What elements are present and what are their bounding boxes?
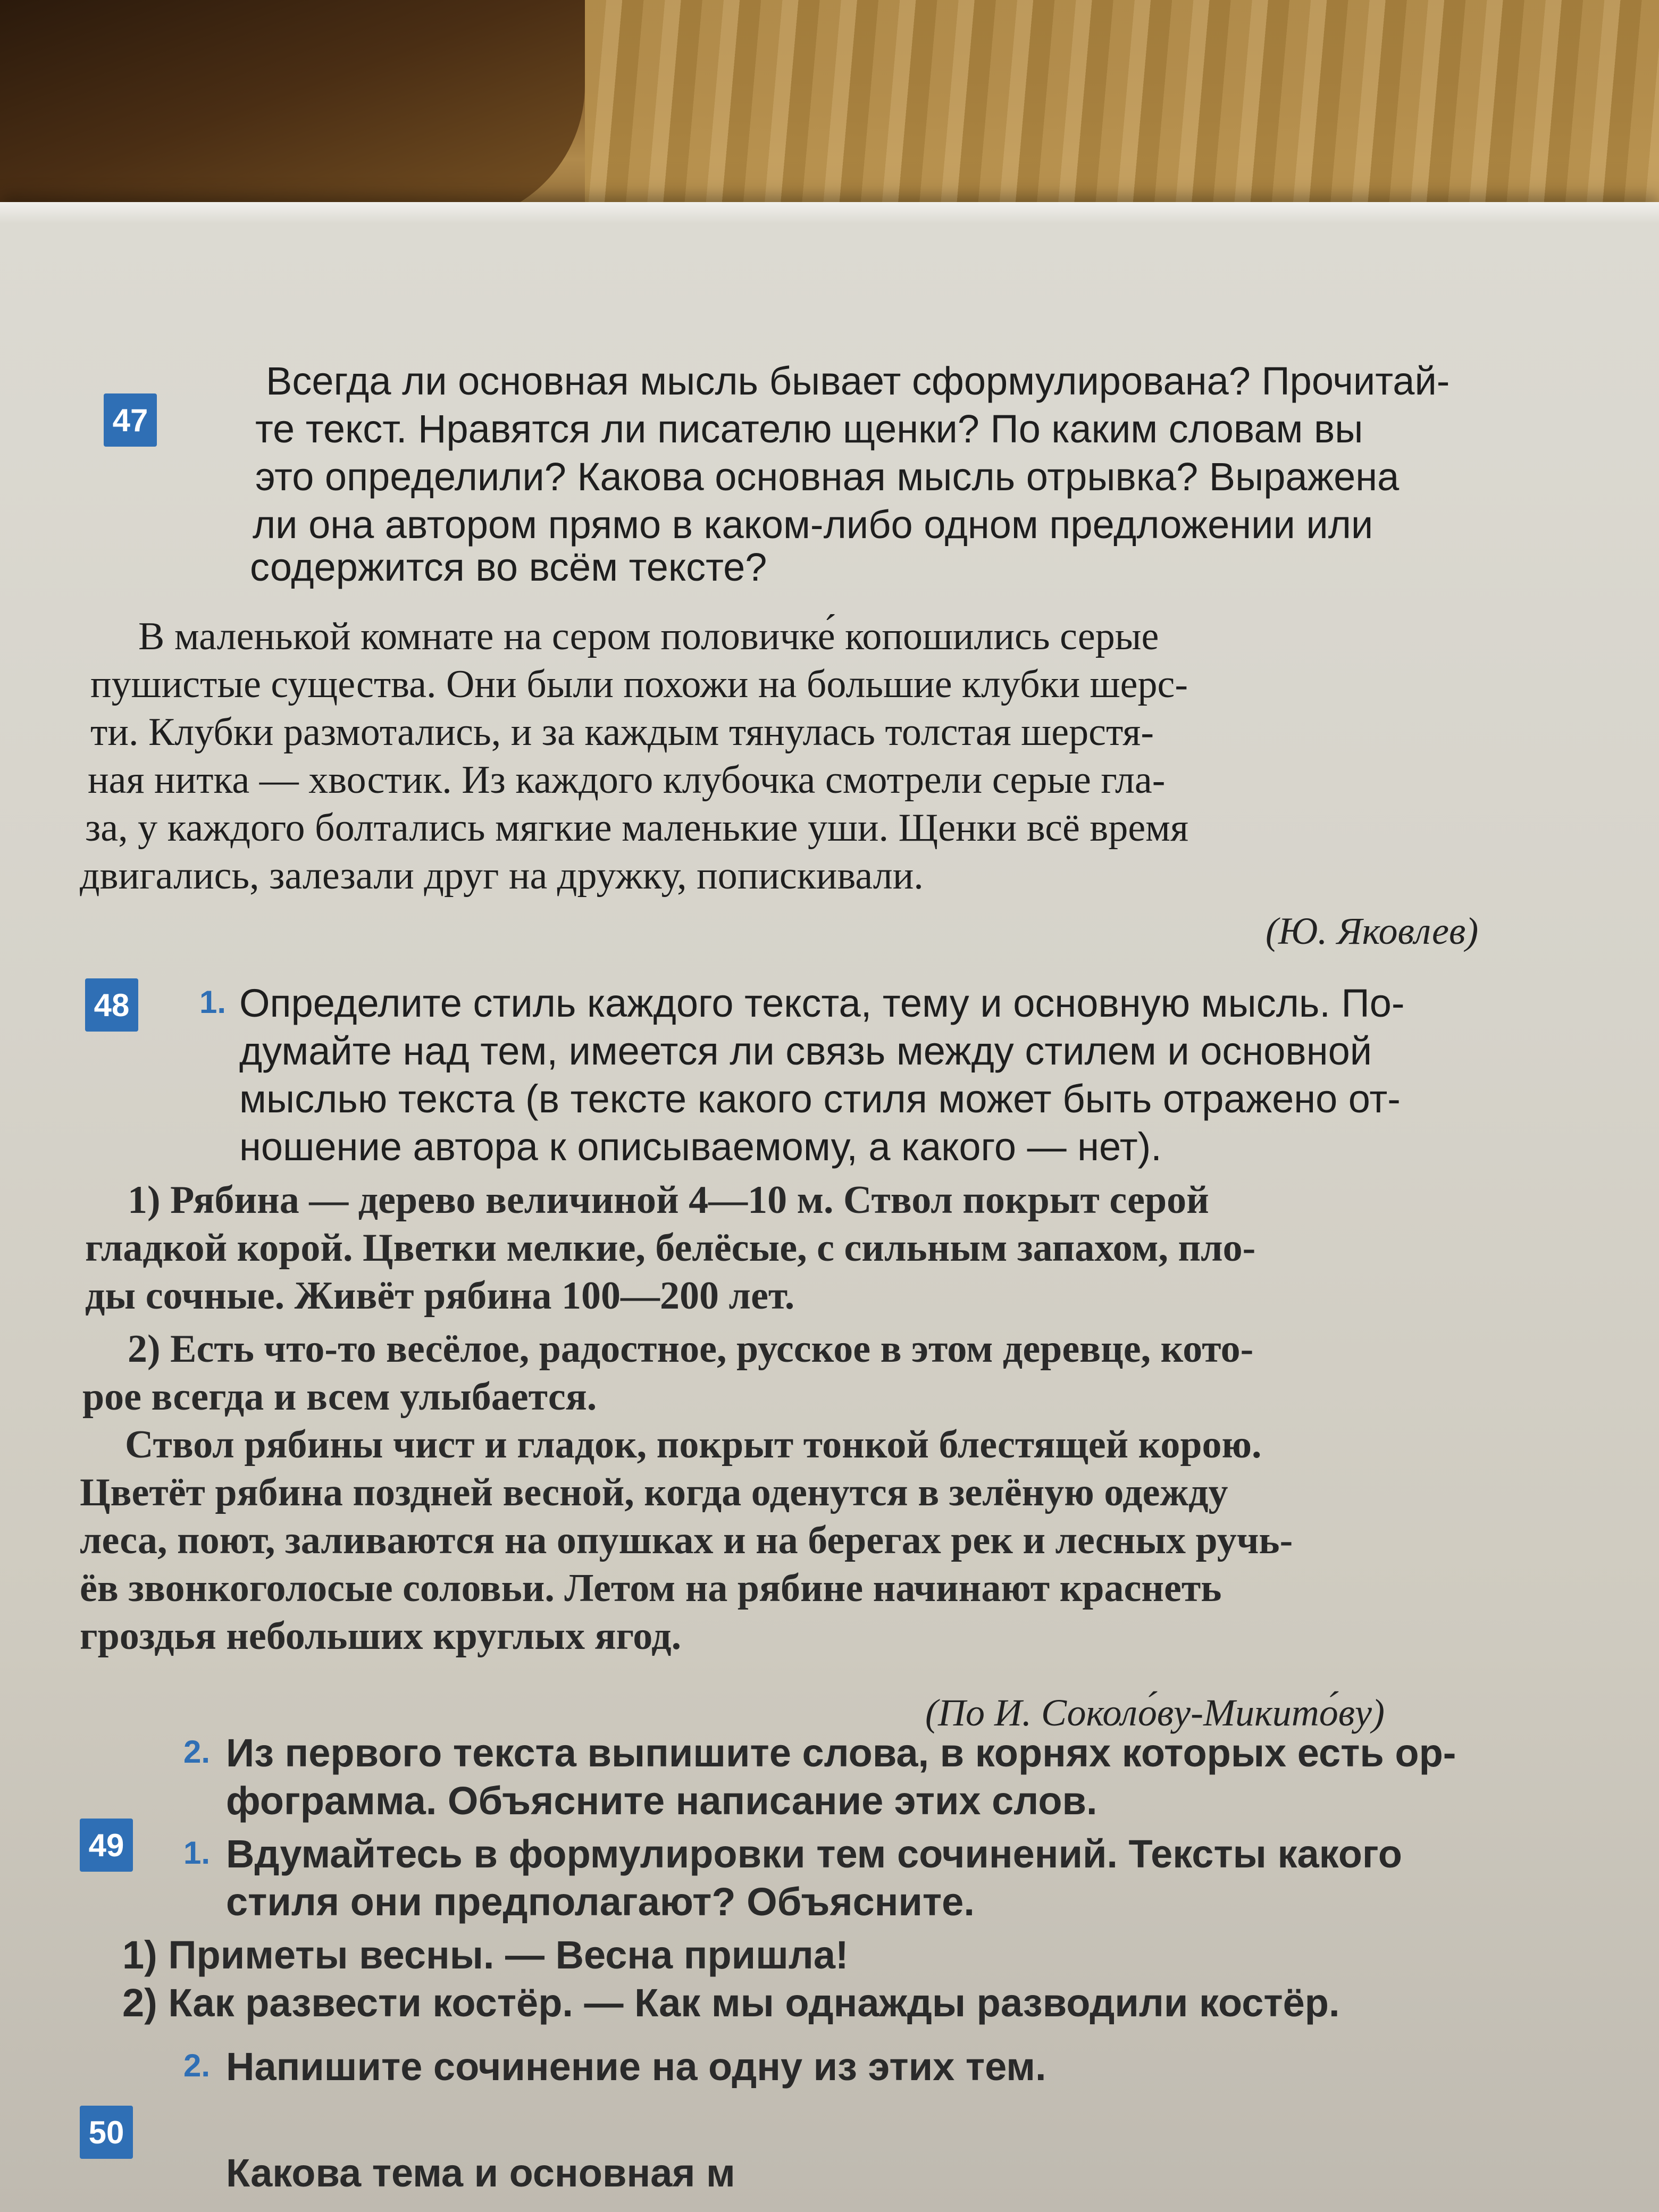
ex48-task2-number: 2. [183, 1734, 211, 1770]
ex47-attribution: (Ю. Яковлев) [1266, 910, 1479, 952]
ex47-intro-line: те текст. Нравятся ли писателю щенки? По каким словам вы [255, 407, 1363, 451]
ex48-task1-number: 1. [199, 984, 227, 1020]
ex47-intro-line: это определили? Какова основная мысль отрывка? Выражена [255, 455, 1400, 499]
ex47-text-line: В маленькой комнате на сером половичке́ копошились серые [138, 615, 1159, 658]
ex48-task2-line: фограмма. Объясните написание этих слов. [226, 1779, 1097, 1823]
ex48-task1-line: думайте над тем, имеется ли связь между стилем и основной [239, 1029, 1372, 1073]
ex48-text1-line: гладкой корой. Цветки мелкие, белёсые, с сильным запахом, пло- [85, 1226, 1256, 1270]
ex48-task1-line: Определите стиль каждого текста, тему и основную мысль. По- [239, 981, 1405, 1025]
ex48-text1-line: 1) Рябина — дерево величиной 4—10 м. Ствол покрыт серой [128, 1178, 1209, 1222]
ex47-intro-line: ли она автором прямо в каком-либо одном предложении или [253, 502, 1373, 547]
ex48-text2-line: леса, поют, заливаются на опушках и на берегах рек и лесных ручь- [80, 1519, 1293, 1562]
ex48-text2-line: рое всегда и всем улыбается. [82, 1375, 597, 1419]
ex47-intro-line: Всегда ли основная мысль бывает сформулирована? Прочитай- [266, 359, 1450, 403]
ex49-topic-line: 1) Приметы весны. — Весна пришла! [122, 1933, 849, 1977]
ex49-task1-line: стиля они предполагают? Объясните. [226, 1880, 975, 1924]
exercise-number-50: 50 [80, 2106, 133, 2159]
ex47-text-line: пушистые существа. Они были похожи на большие клубки шерс- [90, 663, 1188, 706]
ex48-text2-line: 2) Есть что-то весёлое, радостное, русское в этом деревце, кото- [128, 1327, 1254, 1371]
exercise-number-48: 48 [85, 978, 138, 1032]
ex48-text2-line: гроздья небольших круглых ягод. [80, 1614, 682, 1658]
ex48-task1-line: ношение автора к описываемому, а какого — нет). [239, 1125, 1162, 1169]
ex49-task1-number: 1. [183, 1835, 211, 1871]
ex47-text-line: за, у каждого болтались мягкие маленькие уши. Щенки всё время [85, 806, 1189, 850]
ex48-task2-line: Из первого текста выпишите слова, в корнях которых есть ор- [226, 1731, 1456, 1775]
ex48-text2-line: Цветёт рябина поздней весной, когда оденутся в зелёную одежду [80, 1471, 1228, 1514]
ex49-topic-line: 2) Как развести костёр. — Как мы однажды разводили костёр. [122, 1981, 1340, 2025]
ex48-text2-line: ёв звонкоголосые соловьи. Летом на рябине начинают краснеть [80, 1566, 1222, 1610]
ex47-text-line: ти. Клубки размотались, и за каждым тянулась толстая шерстя- [90, 710, 1154, 754]
ex50-line: Какова тема и основная м [226, 2151, 735, 2195]
ex49-task2-number: 2. [183, 2048, 211, 2083]
ex47-text-line: ная нитка — хвостик. Из каждого клубочка смотрели серые гла- [88, 758, 1166, 802]
ex48-task1-line: мыслью текста (в тексте какого стиля может быть отражено от- [239, 1077, 1401, 1121]
background-furniture [0, 0, 585, 223]
ex49-task2-line: Напишите сочинение на одну из этих тем. [226, 2045, 1046, 2089]
ex47-intro-line: содержится во всём тексте? [250, 545, 767, 589]
page-edge [0, 202, 1659, 223]
exercise-number-47: 47 [104, 393, 157, 447]
ex49-task1-line: Вдумайтесь в формулировки тем сочинений. Тексты какого [226, 1832, 1402, 1876]
ex48-text2-line: Ствол рябины чист и гладок, покрыт тонкой блестящей корою. [125, 1423, 1262, 1467]
ex48-attribution: (По И. Соколо́ву-Микито́ву) [925, 1691, 1385, 1734]
background-wall [585, 0, 1659, 223]
ex48-text1-line: ды сочные. Живёт рябина 100—200 лет. [85, 1274, 795, 1318]
exercise-number-49: 49 [80, 1819, 133, 1872]
ex47-text-line: двигались, залезали друг на дружку, попискивали. [80, 854, 924, 898]
